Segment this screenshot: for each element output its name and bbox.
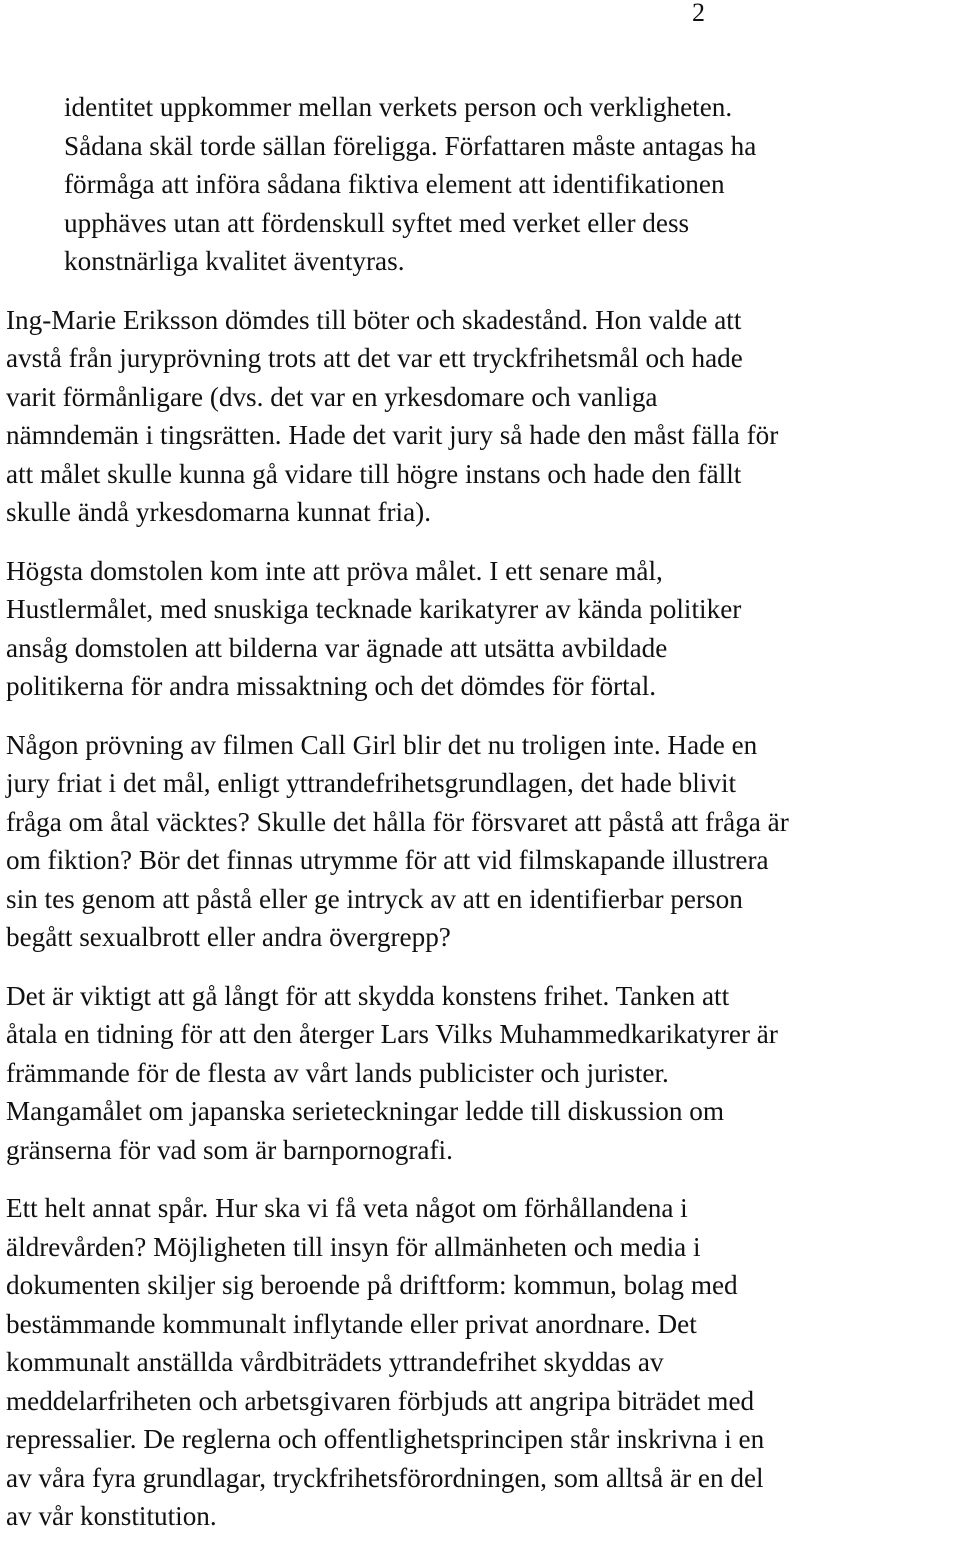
text-line: om fiktion? Bör det finnas utrymme för att vid filmskapande illustrera	[6, 845, 769, 875]
text-line: av vår konstitution.	[6, 1501, 217, 1531]
text-line: identitet uppkommer mellan verkets person och verkligheten.	[64, 92, 733, 122]
page-number: 2	[692, 0, 705, 27]
text-line: Ett helt annat spår. Hur ska vi få veta något om förhållandena i	[6, 1193, 688, 1223]
text-line: av våra fyra grundlagar, tryckfrihetsförordningen, som alltså är en del	[6, 1462, 764, 1493]
text-line: sin tes genom att påstå eller ge intryck av att en identifierbar person	[6, 883, 743, 914]
body-paragraph	[6, 977, 956, 1170]
text-line: skulle ändå yrkesdomarna kunnat fria).	[6, 497, 432, 527]
text-line: fråga om åtal väcktes? Skulle det hålla för försvaret att påstå att fråga är	[6, 806, 789, 837]
text-line: Mangamålet om japanska serieteckningar ledde till diskussion om	[6, 1096, 725, 1126]
text-line: jury friat i det mål, enligt yttrandefrihetsgrundlagen, det hade blivit	[6, 768, 737, 798]
text-line: varit förmånligare (dvs. det var en yrkesdomare och vanliga	[6, 381, 658, 412]
text-line: begått sexualbrott eller andra övergrepp?	[6, 922, 451, 952]
body-paragraph	[6, 552, 956, 706]
text-line: bestämmande kommunalt inflytande eller privat anordnare. Det	[6, 1308, 697, 1339]
text-line: Högsta domstolen kom inte att pröva målet. I ett senare mål,	[6, 555, 663, 586]
text-line: äldrevården? Möjligheten till insyn för allmänheten och media i	[6, 1231, 701, 1262]
text-line: Det är viktigt att gå långt för att skydda konstens frihet. Tanken att	[6, 980, 730, 1011]
text-line: repressalier. De reglerna och offentlighetsprincipen står inskrivna i en	[6, 1424, 765, 1454]
text-line: att målet skulle kunna gå vidare till högre instans och hade den fällt	[6, 458, 742, 489]
body-paragraph	[6, 726, 956, 957]
text-line: meddelarfriheten och arbetsgivaren förbjuds att angripa biträdet med	[6, 1385, 755, 1416]
text-line: upphäves utan att fördenskull syftet med verket eller dess	[64, 207, 690, 238]
text-line: främmande för de flesta av vårt lands publicister och jurister.	[6, 1057, 669, 1088]
text-line: konstnärliga kvalitet äventyras.	[64, 246, 405, 276]
text-line: dokumenten skiljer sig beroende på driftform: kommun, bolag med	[6, 1270, 738, 1300]
text-line: kommunalt anställda vårdbiträdets yttrandefrihet skyddas av	[6, 1347, 664, 1377]
text-line: Hustlermålet, med snuskiga tecknade karikatyrer av kända politiker	[6, 594, 742, 624]
body-paragraph	[6, 1189, 956, 1536]
text-line: Någon prövning av filmen Call Girl blir det nu troligen inte. Hade en	[6, 729, 758, 760]
quote-paragraph	[6, 88, 956, 281]
body-paragraph	[6, 301, 956, 532]
text-line: avstå från juryprövning trots att det var ett tryckfrihetsmål och hade	[6, 343, 743, 373]
text-line: åtala en tidning för att den återger Lars Vilks Muhammedkarikatyrer är	[6, 1019, 778, 1049]
text-line: politikerna för andra missaktning och det dömdes för förtal.	[6, 671, 657, 701]
document-body	[6, 88, 956, 1556]
text-line: nämndemän i tingsrätten. Hade det varit jury så hade den måst fälla för	[6, 420, 779, 450]
text-line: gränserna för vad som är barnpornografi.	[6, 1134, 453, 1165]
text-line: förmåga att införa sådana fiktiva element att identifikationen	[64, 169, 725, 199]
text-line: Sådana skäl torde sällan föreligga. Författaren måste antagas ha	[64, 130, 757, 161]
text-line: ansåg domstolen att bilderna var ägnade att utsätta avbildade	[6, 632, 668, 663]
text-line: Ing-Marie Eriksson dömdes till böter och skadestånd. Hon valde att	[6, 304, 742, 335]
